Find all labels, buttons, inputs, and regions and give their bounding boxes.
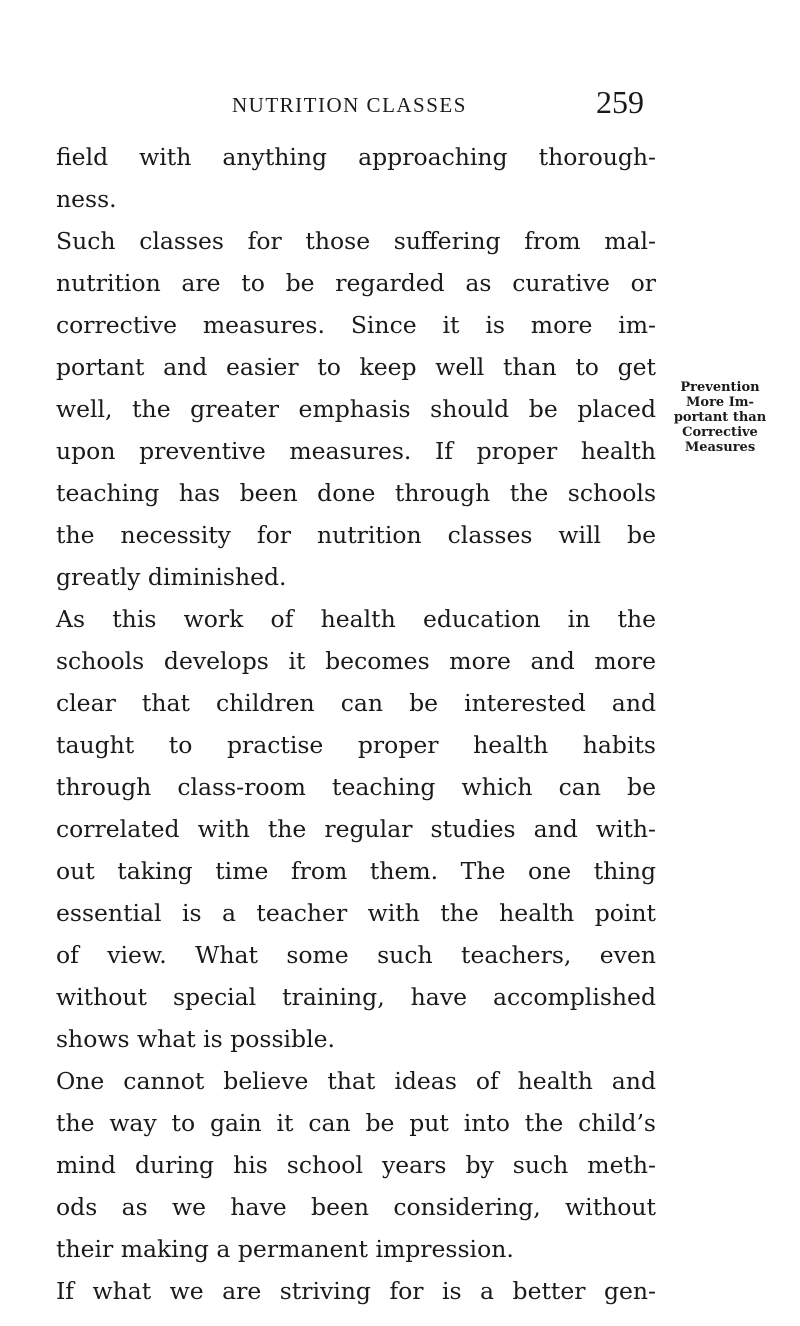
text-line: ness. xyxy=(56,185,117,213)
text-line: well, the greater emphasis should be placed xyxy=(56,395,656,423)
text-line: out taking time from them. The one thing xyxy=(56,857,656,885)
text-line: ods as we have been considering, without xyxy=(56,1193,656,1221)
body-text xyxy=(56,136,656,1312)
text-line: teaching has been done through the schools xyxy=(56,479,656,507)
text-line: the necessity for nutrition classes will be xyxy=(56,521,656,549)
text-line: portant and easier to keep well than to get xyxy=(56,353,656,381)
running-head xyxy=(0,84,800,128)
text-line: through class-room teaching which can be xyxy=(56,773,656,801)
text-line: Such classes for those suffering from mal- xyxy=(56,227,656,255)
text-line: essential is a teacher with the health point xyxy=(56,899,656,927)
text-line: mind during his school years by such meth- xyxy=(56,1151,656,1179)
text-line: schools develops it becomes more and more xyxy=(56,647,656,675)
text-line: of view. What some such teachers, even xyxy=(56,941,656,969)
text-line: upon preventive measures. If proper health xyxy=(56,437,656,465)
text-line: the way to gain it can be put into the child’s xyxy=(56,1109,656,1137)
marginal-note-line: More Im- xyxy=(686,395,754,410)
text-line: If what we are striving for is a better gen- xyxy=(56,1277,656,1305)
marginal-note-line: Prevention xyxy=(680,380,760,395)
text-line: without special training, have accomplished xyxy=(56,983,656,1011)
marginal-note-line: portant than xyxy=(673,410,767,425)
text-line: clear that children can be interested and xyxy=(56,689,656,717)
text-line: As this work of health education in the xyxy=(56,605,656,633)
marginal-note-line: Measures xyxy=(684,440,756,455)
text-line: correlated with the regular studies and with- xyxy=(56,815,656,843)
text-line: nutrition are to be regarded as curative or xyxy=(56,269,656,297)
text-line: field with anything approaching thorough- xyxy=(56,143,656,171)
page-number: 259 xyxy=(596,84,644,120)
text-line: shows what is possible. xyxy=(56,1025,335,1053)
marginal-note-line: Corrective xyxy=(682,425,758,440)
text-line: One cannot believe that ideas of health and xyxy=(56,1067,656,1095)
running-title: NUTRITION CLASSES xyxy=(232,93,467,117)
text-line: their making a permanent impression. xyxy=(56,1235,514,1263)
text-line: greatly diminished. xyxy=(56,563,287,591)
marginal-note xyxy=(664,380,796,455)
text-line: taught to practise proper health habits xyxy=(56,731,656,759)
text-line: corrective measures. Since it is more im- xyxy=(56,311,656,339)
